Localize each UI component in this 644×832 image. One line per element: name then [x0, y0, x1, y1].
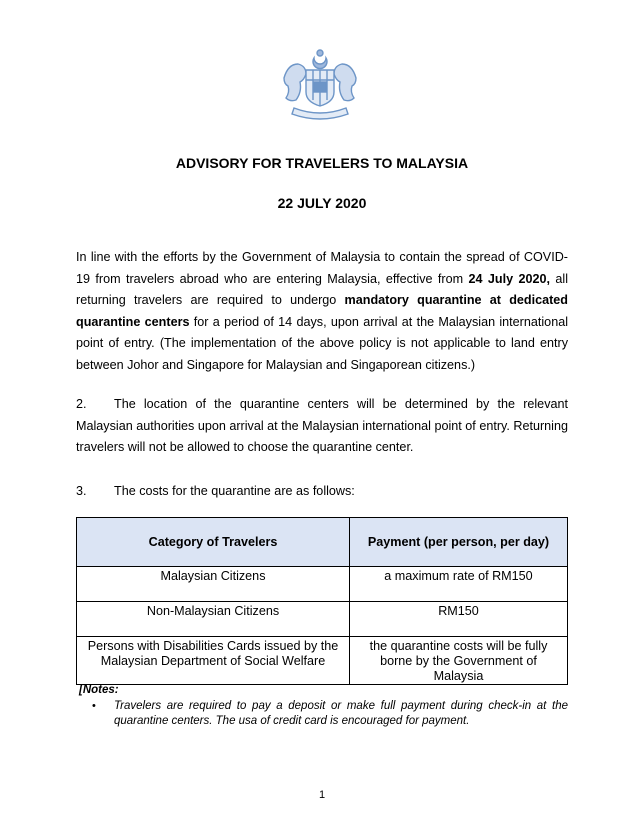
bullet-icon: • [92, 700, 96, 712]
page-number: 1 [318, 789, 326, 801]
table-cell: Non-Malaysian Citizens [77, 602, 350, 637]
header-payment: Payment (per person, per day) [350, 518, 568, 567]
quarantine-costs-table [76, 517, 568, 685]
p1-text-a: In line with the efforts by the Government of Malaysia to contain the spread of COVID-19 from travelers abroad who are entering Malaysia, effective from [76, 250, 568, 286]
notes-heading: [Notes: [79, 684, 119, 696]
paragraph-3 [76, 481, 568, 503]
paragraph-2 [76, 394, 568, 459]
table-header-row [77, 518, 568, 567]
p2-text: The location of the quarantine centers will be determined by the relevant Malaysian authorities upon arrival at the Malaysian international point of entry. Returning travelers will not be allowed to choose the quarantine center. [76, 397, 568, 455]
table-cell: Persons with Disabilities Cards issued by the Malaysian Department of Social Welfare [77, 637, 350, 685]
header-category: Category of Travelers [77, 518, 350, 567]
document-date: 22 JULY 2020 [277, 195, 367, 211]
table-cell: RM150 [350, 602, 568, 637]
p2-number: 2. [76, 397, 87, 411]
p1-text-c: all returning travelers are required to undergo [76, 271, 568, 308]
coat-of-arms-icon [276, 48, 364, 120]
table-row [77, 637, 568, 685]
table-cell: the quarantine costs will be fully borne by the Government of Malaysia [350, 637, 568, 685]
paragraph-1 [76, 247, 568, 377]
table-cell: a maximum rate of RM150 [350, 567, 568, 602]
note-item: Travelers are required to pay a deposit or make full payment during check-in at the quarantine centers. The usa of credit card is encouraged for payment. [114, 700, 568, 727]
p1-mandatory-quarantine: mandatory quarantine at dedicated quarantine centers [76, 293, 568, 329]
p3-text: The costs for the quarantine are as follows: [114, 484, 355, 498]
p1-text-e: for a period of 14 days, upon arrival at the Malaysian international point of entry. (The implementation of the above policy is not applicable to land entry between Johor and Singapore for Malaysian and Singaporean citizens.) [76, 314, 568, 372]
document-title: ADVISORY FOR TRAVELERS TO MALAYSIA [175, 155, 469, 171]
table-cell: Malaysian Citizens [77, 567, 350, 602]
p3-number: 3. [76, 484, 87, 498]
table-row [77, 567, 568, 602]
table-row [77, 602, 568, 637]
p1-effective-date: 24 July 2020, [468, 271, 550, 286]
